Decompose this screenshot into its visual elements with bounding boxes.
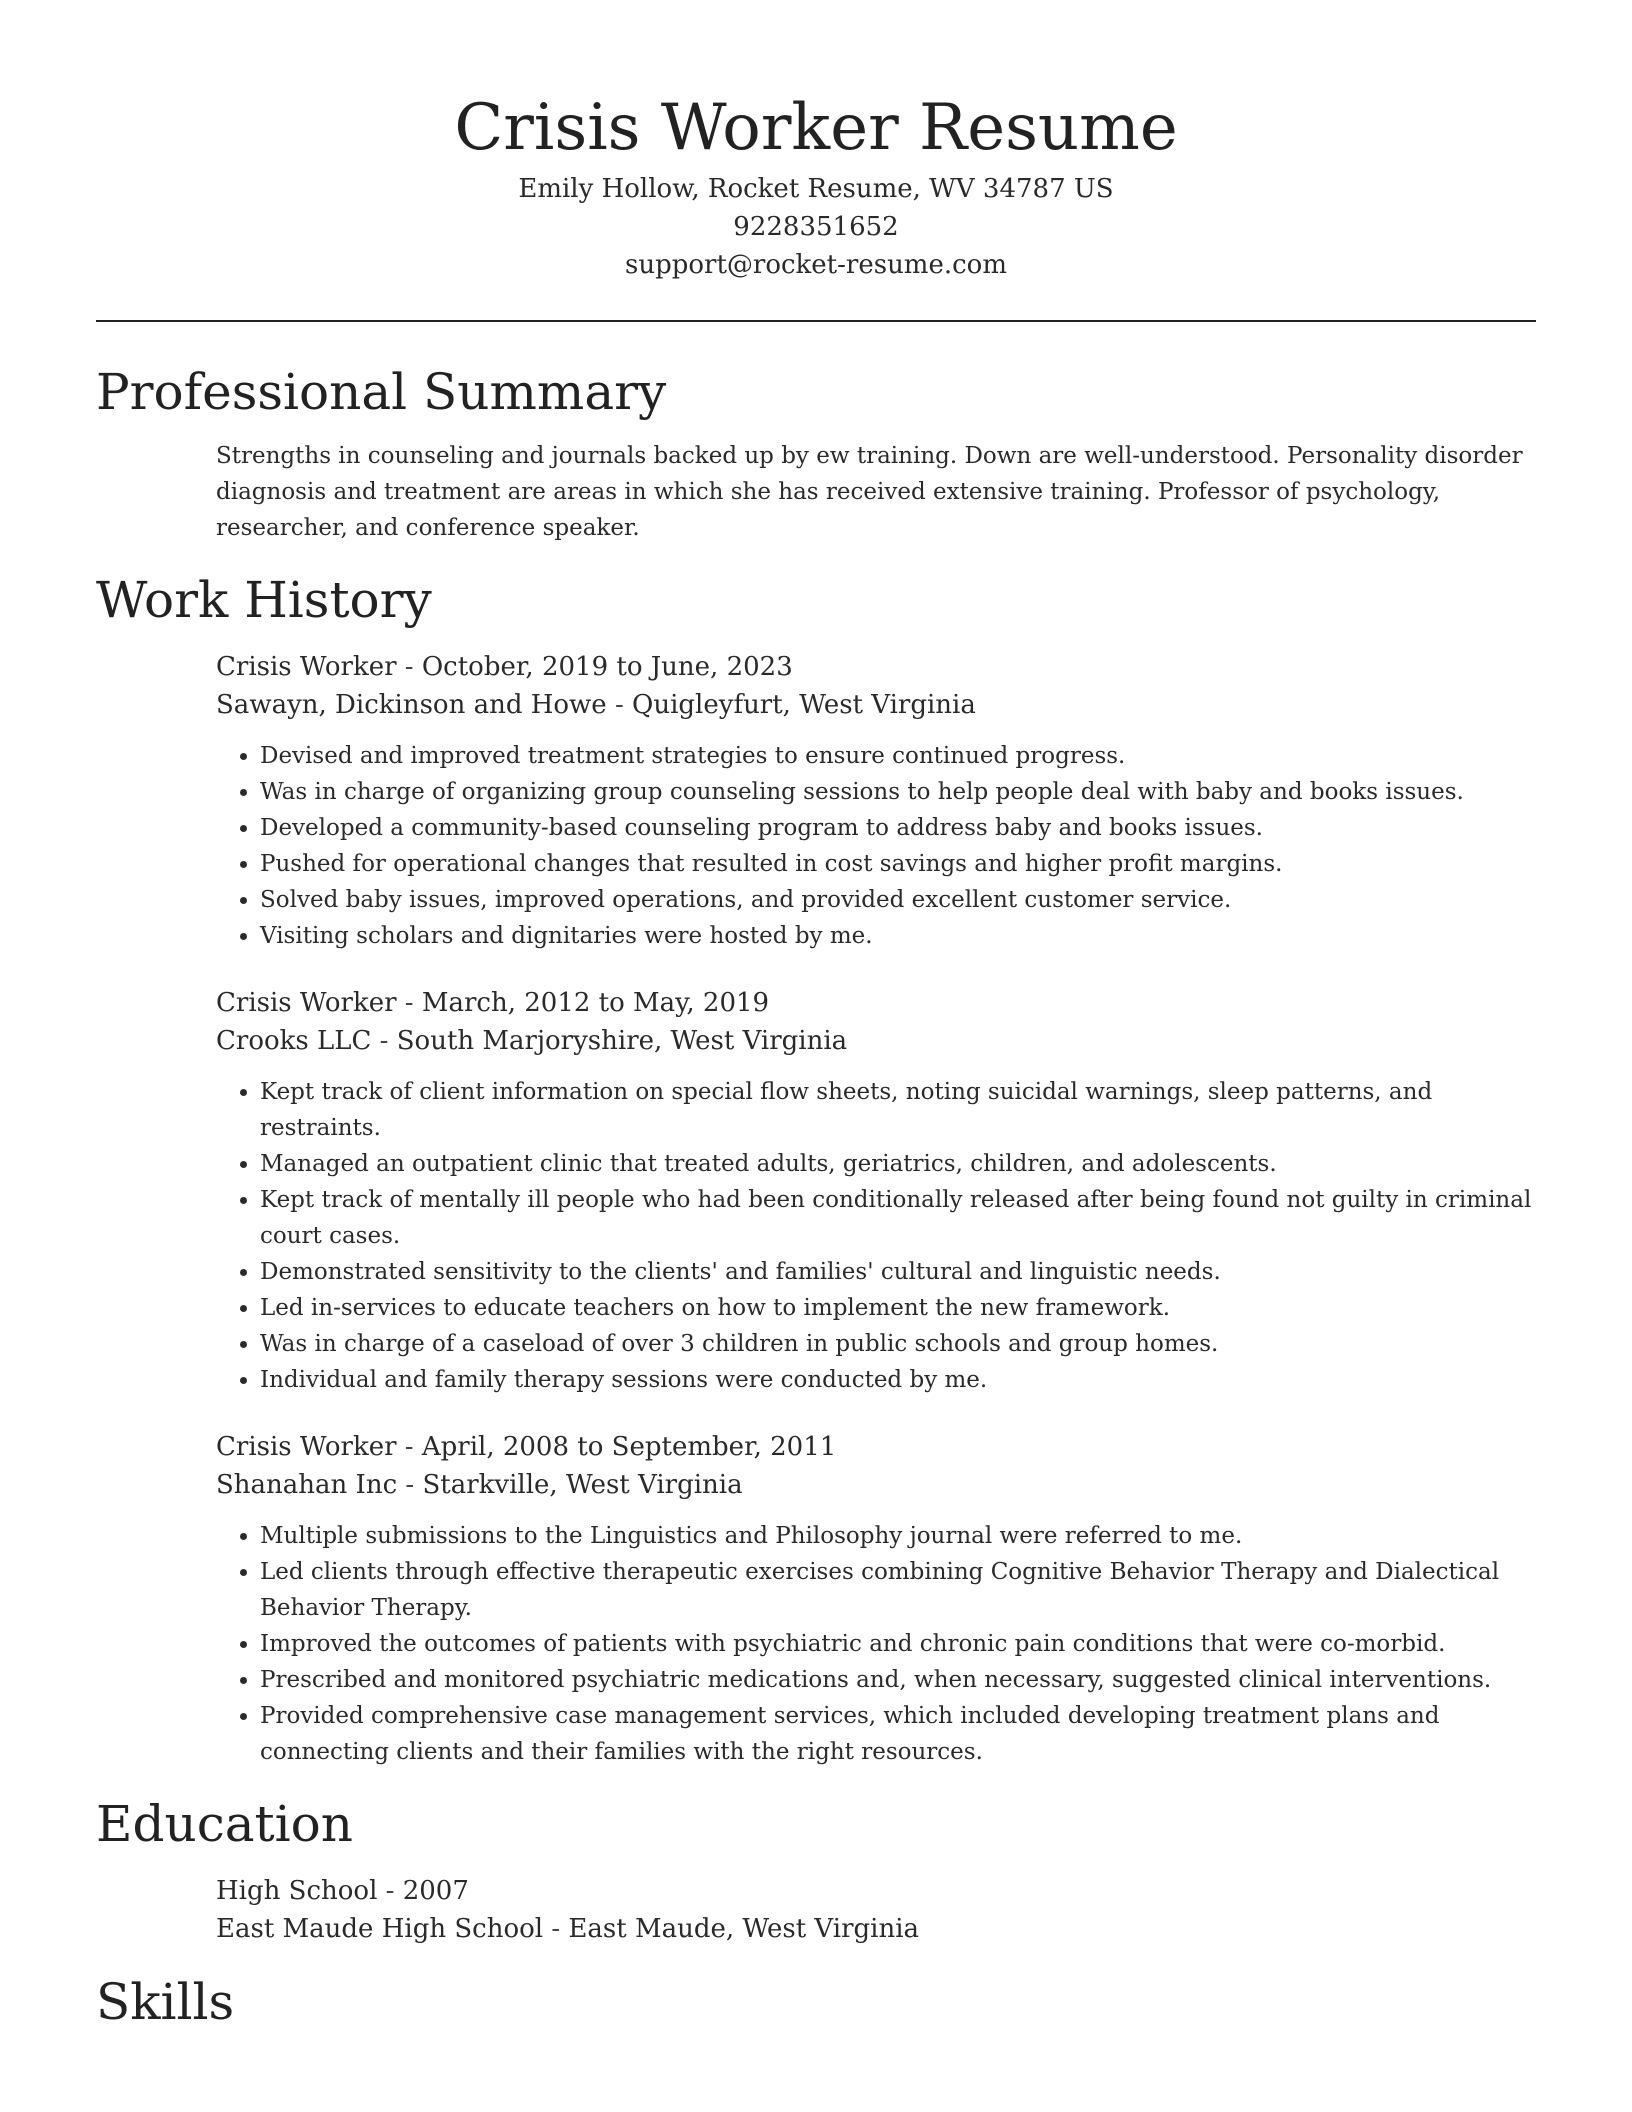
job-dates: October, 2019 to June, 2023: [421, 652, 793, 682]
education-heading: Education: [96, 1795, 353, 1853]
job-location: Quigleyfurt, West Virginia: [632, 690, 976, 720]
education-school: East Maude High School: [216, 1914, 544, 1944]
summary-body: [216, 438, 1536, 546]
contact-email: support@rocket-resume.com: [624, 250, 1007, 280]
list-item: • Solved baby issues, improved operations, and provided excellent customer service.: [260, 882, 1550, 918]
list-item: • Kept track of client information on special flow sheets, noting suicidal warnings, sleep patterns, and restraints.: [260, 1074, 1550, 1146]
skills-section: [96, 1972, 1536, 2032]
contact-address: Emily Hollow, Rocket Resume, WV 34787 US: [518, 174, 1114, 204]
resume-header: [96, 0, 1536, 284]
work-history-heading: Work History: [96, 571, 432, 629]
job-title-line: [216, 1428, 1536, 1466]
job-title: Crisis Worker: [216, 1432, 397, 1462]
job-location: South Marjoryshire, West Virginia: [396, 1026, 848, 1056]
job-dates: March, 2012 to May, 2019: [421, 988, 770, 1018]
list-item: • Individual and family therapy sessions were conducted by me.: [260, 1362, 1550, 1398]
summary-text: Strengths in counseling and journals backed up by ew training. Down are well-understood. Personality disorder diagnosis and treatment are areas in which she has received extensive training. Professor of psychology, researcher, and conference speaker.: [216, 443, 1523, 541]
list-item: • Kept track of mentally ill people who had been conditionally released after being found not guilty in criminal court cases.: [260, 1182, 1550, 1254]
separator: -: [543, 1914, 569, 1944]
separator: -: [396, 652, 422, 682]
list-item: • Improved the outcomes of patients with psychiatric and chronic pain conditions that were co-morbid.: [260, 1626, 1550, 1662]
list-item: • Multiple submissions to the Linguistics and Philosophy journal were referred to me.: [260, 1518, 1550, 1554]
education-year: 2007: [402, 1876, 469, 1906]
job-bullets: [216, 738, 1550, 954]
header-divider: [96, 320, 1536, 322]
list-item: • Led clients through effective therapeutic exercises combining Cognitive Behavior Therapy and Dialectical Behavior Therapy.: [260, 1554, 1550, 1626]
resume-page: [96, 0, 1536, 2032]
job-entry: [216, 984, 1536, 1398]
list-item: • Pushed for operational changes that resulted in cost savings and higher profit margins.: [260, 846, 1550, 882]
education-location: East Maude, West Virginia: [568, 1914, 920, 1944]
list-item: • Led in-services to educate teachers on how to implement the new framework.: [260, 1290, 1550, 1326]
job-location: Starkville, West Virginia: [422, 1470, 743, 1500]
separator: -: [396, 988, 422, 1018]
education-body: [216, 1872, 1536, 1948]
list-item: • Was in charge of a caseload of over 3 children in public schools and group homes.: [260, 1326, 1550, 1362]
summary-section: [96, 362, 1536, 546]
list-item: • Provided comprehensive case management services, which included developing treatment plans and connecting clients and their families with the right resources.: [260, 1698, 1550, 1770]
skills-heading: Skills: [96, 1973, 235, 2031]
job-dates: April, 2008 to September, 2011: [421, 1432, 837, 1462]
job-bullets: [216, 1074, 1550, 1398]
job-entry: [216, 1428, 1536, 1770]
list-item: • Prescribed and monitored psychiatric medications and, when necessary, suggested clinical interventions.: [260, 1662, 1550, 1698]
job-title: Crisis Worker: [216, 988, 397, 1018]
summary-heading: Professional Summary: [96, 363, 667, 421]
job-title-line: [216, 984, 1536, 1022]
job-company: Crooks LLC: [216, 1026, 372, 1056]
education-degree: High School: [216, 1876, 378, 1906]
job-company: Shanahan Inc: [216, 1470, 398, 1500]
separator: -: [397, 1470, 423, 1500]
list-item: • Was in charge of organizing group counseling sessions to help people deal with baby and books issues.: [260, 774, 1550, 810]
job-title: Crisis Worker: [216, 652, 397, 682]
separator: -: [377, 1876, 403, 1906]
education-degree-line: [216, 1872, 1536, 1910]
contact-phone: 9228351652: [733, 212, 899, 242]
document-title: Crisis Worker Resume: [454, 91, 1178, 165]
job-company-line: [216, 1466, 1536, 1504]
separator: -: [606, 690, 633, 720]
list-item: • Managed an outpatient clinic that treated adults, geriatrics, children, and adolescents.: [260, 1146, 1550, 1182]
separator: -: [396, 1432, 422, 1462]
work-history-body: [216, 648, 1536, 1770]
job-company-line: [216, 686, 1536, 724]
list-item: • Devised and improved treatment strategies to ensure continued progress.: [260, 738, 1550, 774]
job-company: Sawayn, Dickinson and Howe: [216, 690, 607, 720]
job-entry: [216, 648, 1536, 954]
job-company-line: [216, 1022, 1536, 1060]
list-item: • Developed a community-based counseling program to address baby and books issues.: [260, 810, 1550, 846]
work-history-section: [96, 570, 1536, 1770]
list-item: • Demonstrated sensitivity to the clients' and families' cultural and linguistic needs.: [260, 1254, 1550, 1290]
list-item: • Visiting scholars and dignitaries were hosted by me.: [260, 918, 1550, 954]
education-school-line: [216, 1910, 1536, 1948]
job-title-line: [216, 648, 1536, 686]
separator: -: [371, 1026, 397, 1056]
education-section: [96, 1794, 1536, 1948]
job-bullets: [216, 1518, 1550, 1770]
